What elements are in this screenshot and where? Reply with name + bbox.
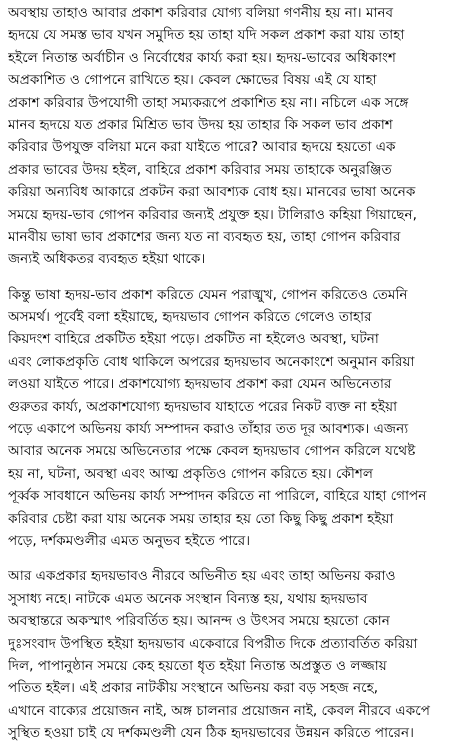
text-line: হইলে নিতান্ত অর্বাচীন ও নির্বোধের কার্য্য করা হয়। হৃদয়-ভাবের অধিকাংশ <box>8 49 396 66</box>
text-line: আর একপ্রকার হৃদয়ভাবও নীরবে অভিনীত হয় এবং তাহা অভিনয় করাও <box>8 568 396 585</box>
text-line: অসমর্থ। পূর্বেই বলা হইয়াছে, হৃদয়ভাব গোপন করিতে গেলেও তাহার <box>8 309 372 326</box>
text-line: সুস্থিত হওয়া চাই যে দর্শকমণ্ডলী যেন ঠিক হৃদয়ভাবের উন্নয়ন করিতে পারেন। <box>8 725 414 742</box>
text-line: প্রকার ভাবের উদয় হইল, বাহিরে প্রকাশ করিবার সময় তাহাকে অনুরঞ্জিত <box>8 161 392 178</box>
text-line: সুসাধ্য নহে। নাটকে এমত অনেক সংস্থান বিন্যস্ত হয়, যথায় হৃদয়ভাব <box>8 590 368 607</box>
paragraph-gap <box>8 271 448 284</box>
text-line: অপ্রকাশিত ও গোপনে রাখিতে হয়। কেবল ক্ষোভের বিষয় এই যে যাহা <box>8 72 377 89</box>
paragraph-1 <box>8 2 448 271</box>
text-line: কিন্তু ভাষা হৃদয়-ভাব প্রকাশ করিতে যেমন পরাঙ্মুখ, গোপন করিতেও তেমনি <box>8 286 408 303</box>
text-line: পূর্ব্বক সাবধানে অভিনয় কার্য্য সম্পাদন করিতে না পারিলে, বাহিরে যাহা গোপন <box>8 488 427 505</box>
text-line: সময়ে হৃদয়-ভাব গোপন করিবার জন্যই প্রযুক্ত হয়। টালিরাও কহিয়া গিয়াছেন, <box>8 206 417 223</box>
text-line: পড়ে, দর্শকমণ্ডলীর এমত অনুভব হইতে পারে। <box>8 532 251 549</box>
text-line: প্রকাশ করিবার উপযোগী তাহা সম্যকরূপে প্রকাশিত হয় না। নচিলে এক সঙ্গে <box>8 94 409 111</box>
text-line: জন্যই অধিকতর ব্যবহৃত হইয়া থাকে। <box>8 251 206 268</box>
paragraph-3 <box>8 565 448 744</box>
text-line: গুরুতর কার্য্য, অপ্রকাশযোগ্য হৃদয়ভাব যাহাতে পরের নিকট ব্যক্ত না হইয়া <box>8 398 398 415</box>
text-line: করিবার উপযুক্ত বলিয়া মনে করা যাইতে পারে? আবার হৃদয়ে হয়তো এক <box>8 139 396 156</box>
text-line: অবস্থায় তাহাও আবার প্রকাশ করিবার যোগ্য বলিয়া গণনীয় হয় না। মানব <box>8 5 394 21</box>
text-line: আবার অনেক সময়ে অভিনেতার পক্ষে কেবল হৃদয়ভাব গোপন করিলে যথেষ্ট <box>8 443 416 460</box>
text-line: হৃদয়ে যে সমস্ত ভাব যখন সমুদিত হয় তাহা যদি সকল প্রকাশ করা যায় তাহা <box>8 27 405 44</box>
text-line: করিবার চেষ্টা করা যায় অনেক সময় তাহার হয় তো কিছু কিছু প্রকাশ হইয়া <box>8 510 394 527</box>
text-line: পড়ে একাপে অভিনয় কার্য্য সম্পাদন করাও তাঁহার তত দূর আবশ্যক। এজন্য <box>8 421 409 438</box>
text-line: এবং লোকপ্রকৃতি বোধ থাকিলে অপরের হৃদয়ভাব অনেকাংশে অনুমান করিয়া <box>8 353 415 370</box>
text-line: মানব হৃদয়ে যত প্রকার মিশ্রিত ভাব উদয় হয় তাহার কি সকল ভাব প্রকাশ <box>8 116 393 133</box>
text-line: দিল, পাপানুষ্ঠান সময়ে কেহ হয়তো ধৃত হইয়া নিতান্ত অপ্রস্তুত ও লজ্জায় <box>8 657 387 674</box>
text-line: কিয়দংশ বাহিরে প্রকটিত হইয়া পড়ে। প্রকটিত না হইলেও অবস্থা, ঘটনা <box>8 331 379 348</box>
text-line: করিয়া অন্যবিধ আকারে প্রকটন করা আবশ্যক বোধ হয়। মানবের ভাষা অনেক <box>8 184 416 201</box>
text-line: এখানে বাক্যের প্রয়োজন নাই, অঙ্গ চালনার প্রয়োজন নাই, কেবল নীরবে একপে <box>8 702 430 719</box>
text-line: পতিত হইল। এই প্রকার নাটকীয় সংস্থানে অভিনয় করা বড় সহজ নহে, <box>8 680 379 697</box>
text-line: দুঃসংবাদ উপস্থিত হইয়া হৃদয়ভাব একেবারে বিপরীত দিকে প্রত্যাবর্তিত করিয়া <box>8 635 418 652</box>
text-line: অবস্থান্তরে অকস্মাৎ পরিবর্তিত হয়। আনন্দ ও উৎসব সময়ে হয়তো কোন <box>8 613 390 630</box>
text-line: হয় না, ঘটনা, অবস্থা এবং আত্ম প্রকৃতিও গোপন করিতে হয়। কৌশল <box>8 465 374 482</box>
text-line: লওয়া যাইতে পারে। প্রকাশযোগ্য হৃদয়ভাব প্রকাশ করা যেমন অভিনেতার <box>8 376 392 393</box>
paragraph-gap <box>8 552 448 565</box>
text-line: মানবীয় ভাষা ভাব প্রকাশের জন্য যত না ব্যবহৃত হয়, তাহা গোপন করিবার <box>8 228 401 245</box>
paragraph-2 <box>8 284 448 553</box>
